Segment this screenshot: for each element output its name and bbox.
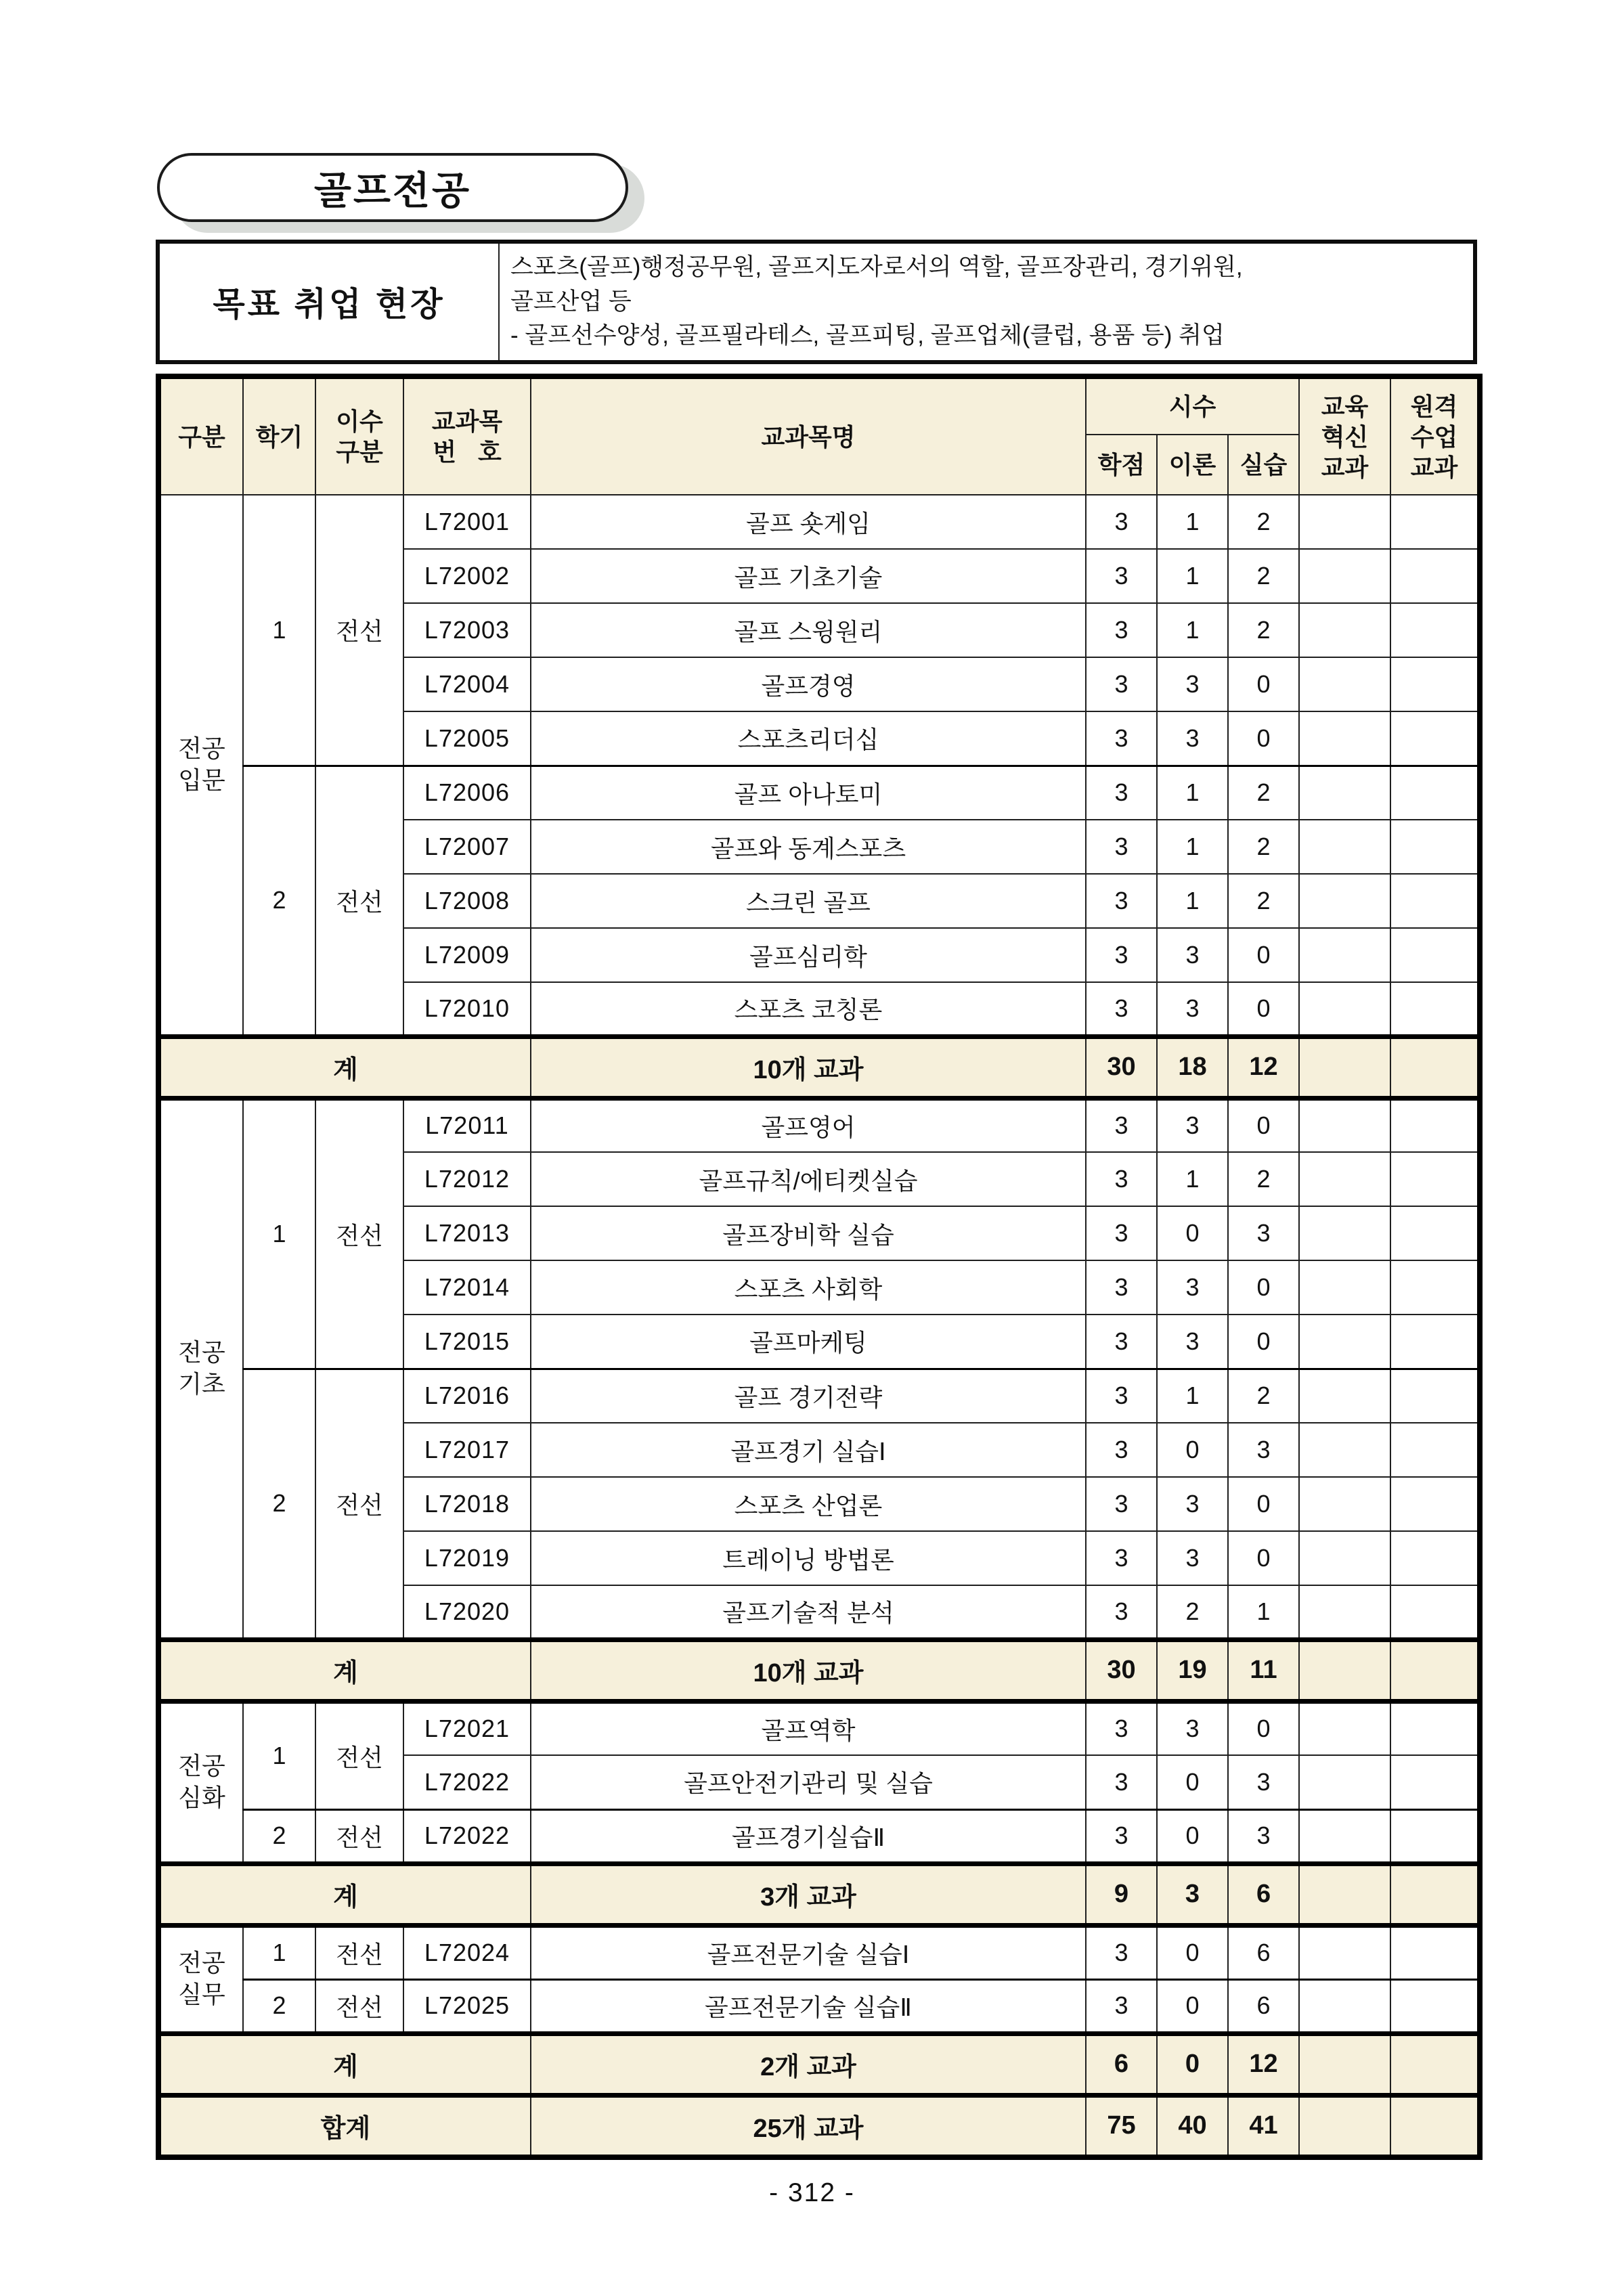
course-name: 스포츠 코칭론 — [531, 982, 1086, 1036]
remote-cell — [1390, 657, 1480, 711]
credit-value: 3 — [1086, 1585, 1157, 1639]
remote-cell — [1390, 1036, 1480, 1098]
category-line1: 전공 — [178, 1752, 225, 1780]
practice-value: 3 — [1228, 1206, 1299, 1260]
credit-value: 3 — [1086, 1477, 1157, 1531]
semester-cell: 2 — [243, 1809, 315, 1863]
course-code: L72011 — [403, 1098, 531, 1152]
course-row — [158, 1925, 1480, 1979]
practice-value: 2 — [1228, 766, 1299, 820]
theory-value: 3 — [1157, 1531, 1228, 1585]
table-header-row-1 — [158, 376, 1480, 435]
remote-cell — [1390, 928, 1480, 982]
theory-value: 1 — [1157, 1152, 1228, 1206]
goal-line-2: 골프산업 등 — [510, 288, 632, 315]
practice-value: 0 — [1228, 1260, 1299, 1315]
course-name: 스포츠 산업론 — [531, 1477, 1086, 1531]
credit-value: 3 — [1086, 1755, 1157, 1809]
innovation-cell — [1299, 1423, 1390, 1477]
remote-cell — [1390, 2095, 1480, 2157]
remote-cell — [1390, 1315, 1480, 1369]
subtotal-count: 10개 교과 — [531, 1639, 1086, 1701]
course-code: L72001 — [403, 495, 531, 549]
subtotal-label: 계 — [158, 2033, 531, 2095]
innovation-cell — [1299, 1477, 1390, 1531]
credit-value: 3 — [1086, 874, 1157, 928]
course-code: L72016 — [403, 1369, 531, 1423]
header-innovation-line2: 혁신 — [1321, 422, 1369, 451]
header-code-line1: 교과목 — [431, 407, 503, 435]
innovation-cell — [1299, 657, 1390, 711]
remote-cell — [1390, 766, 1480, 820]
remote-cell — [1390, 1152, 1480, 1206]
category-line2: 심화 — [178, 1784, 225, 1811]
course-name: 골프규칙/에티켓실습 — [531, 1152, 1086, 1206]
theory-value: 3 — [1157, 1701, 1228, 1755]
major-title-badge — [157, 153, 628, 222]
credit-value: 3 — [1086, 549, 1157, 603]
subtotal-count: 3개 교과 — [531, 1863, 1086, 1925]
theory-value: 0 — [1157, 1423, 1228, 1477]
remote-cell — [1390, 1979, 1480, 2033]
course-name: 골프 아나토미 — [531, 766, 1086, 820]
completion-cell: 전선 — [315, 495, 403, 766]
innovation-cell — [1299, 982, 1390, 1036]
theory-value: 3 — [1157, 1260, 1228, 1315]
remote-cell — [1390, 1098, 1480, 1152]
goal-line-3: - 골프선수양성, 골프필라테스, 골프피팅, 골프업체(클럽, 용품 등) 취업 — [510, 322, 1225, 349]
header-course-name: 교과목명 — [531, 376, 1086, 495]
course-name: 골프역학 — [531, 1701, 1086, 1755]
practice-value: 2 — [1228, 1369, 1299, 1423]
header-credit: 학점 — [1086, 435, 1157, 495]
subtotal-row — [158, 2033, 1480, 2095]
theory-value: 1 — [1157, 1369, 1228, 1423]
credit-value: 3 — [1086, 1979, 1157, 2033]
remote-cell — [1390, 1639, 1480, 1701]
course-code: L72007 — [403, 820, 531, 874]
course-name: 골프 기초기술 — [531, 549, 1086, 603]
remote-cell — [1390, 820, 1480, 874]
innovation-cell — [1299, 1315, 1390, 1369]
course-row — [158, 1809, 1480, 1863]
course-row — [158, 1369, 1480, 1423]
course-name: 스포츠리더십 — [531, 711, 1086, 766]
remote-cell — [1390, 1585, 1480, 1639]
credit-value: 3 — [1086, 1206, 1157, 1260]
remote-cell — [1390, 1206, 1480, 1260]
course-code: L72006 — [403, 766, 531, 820]
remote-cell — [1390, 1809, 1480, 1863]
credit-value: 3 — [1086, 820, 1157, 874]
header-remote — [1390, 376, 1480, 495]
innovation-cell — [1299, 2095, 1390, 2157]
category-cell — [158, 1925, 243, 2033]
header-semester: 학기 — [243, 376, 315, 495]
theory-value: 0 — [1157, 1809, 1228, 1863]
header-course-code — [403, 376, 531, 495]
subtotal-label: 계 — [158, 1863, 531, 1925]
completion-cell: 전선 — [315, 1098, 403, 1369]
remote-cell — [1390, 874, 1480, 928]
course-name: 스포츠 사회학 — [531, 1260, 1086, 1315]
curriculum-table — [156, 374, 1483, 2160]
goal-line-1: 스포츠(골프)행정공무원, 골프지도자로서의 역할, 골프장관리, 경기위원, — [510, 254, 1243, 281]
credit-value: 3 — [1086, 1152, 1157, 1206]
course-code: L72014 — [403, 1260, 531, 1315]
innovation-cell — [1299, 1755, 1390, 1809]
remote-cell — [1390, 1755, 1480, 1809]
course-name: 골프 숏게임 — [531, 495, 1086, 549]
theory-value: 1 — [1157, 495, 1228, 549]
header-code-line2: 번 호 — [433, 438, 502, 466]
practice-value: 3 — [1228, 1755, 1299, 1809]
remote-cell — [1390, 1863, 1480, 1925]
goal-employment-box — [156, 240, 1477, 364]
innovation-cell — [1299, 603, 1390, 657]
innovation-cell — [1299, 928, 1390, 982]
completion-cell: 전선 — [315, 766, 403, 1036]
grand-total-count: 25개 교과 — [531, 2095, 1086, 2157]
practice-value: 1 — [1228, 1585, 1299, 1639]
category-cell — [158, 1098, 243, 1639]
course-name: 골프전문기술 실습Ⅰ — [531, 1925, 1086, 1979]
theory-value: 0 — [1157, 1979, 1228, 2033]
subtotal-row — [158, 1863, 1480, 1925]
course-code: L72018 — [403, 1477, 531, 1531]
credit-value: 3 — [1086, 1925, 1157, 1979]
page-number: - 312 - — [769, 2178, 855, 2207]
practice-value: 0 — [1228, 711, 1299, 766]
practice-value: 0 — [1228, 982, 1299, 1036]
goal-box-label: 목표 취업 현장 — [160, 244, 500, 360]
theory-value: 1 — [1157, 766, 1228, 820]
course-name: 골프기술적 분석 — [531, 1585, 1086, 1639]
course-code: L72017 — [403, 1423, 531, 1477]
subtotal-theory: 0 — [1157, 2033, 1228, 2095]
course-code: L72024 — [403, 1925, 531, 1979]
theory-value: 0 — [1157, 1206, 1228, 1260]
subtotal-practice: 12 — [1228, 1036, 1299, 1098]
subtotal-theory: 19 — [1157, 1639, 1228, 1701]
innovation-cell — [1299, 820, 1390, 874]
course-row — [158, 495, 1480, 549]
course-row — [158, 1979, 1480, 2033]
credit-value: 3 — [1086, 1315, 1157, 1369]
theory-value: 3 — [1157, 1315, 1228, 1369]
goal-box-description — [500, 244, 1473, 360]
course-code: L72003 — [403, 603, 531, 657]
category-line2: 입문 — [178, 766, 225, 794]
remote-cell — [1390, 603, 1480, 657]
practice-value: 0 — [1228, 1477, 1299, 1531]
practice-value: 2 — [1228, 1152, 1299, 1206]
header-completion — [315, 376, 403, 495]
semester-cell: 1 — [243, 1925, 315, 1979]
practice-value: 2 — [1228, 549, 1299, 603]
remote-cell — [1390, 1369, 1480, 1423]
credit-value: 3 — [1086, 1531, 1157, 1585]
subtotal-credit: 30 — [1086, 1639, 1157, 1701]
course-name: 골프장비학 실습 — [531, 1206, 1086, 1260]
credit-value: 3 — [1086, 1423, 1157, 1477]
course-code: L72020 — [403, 1585, 531, 1639]
header-completion-line2: 구분 — [336, 438, 383, 466]
course-name: 골프전문기술 실습Ⅱ — [531, 1979, 1086, 2033]
practice-value: 0 — [1228, 1098, 1299, 1152]
remote-cell — [1390, 1423, 1480, 1477]
practice-value: 0 — [1228, 928, 1299, 982]
remote-cell — [1390, 982, 1480, 1036]
innovation-cell — [1299, 1152, 1390, 1206]
practice-value: 2 — [1228, 874, 1299, 928]
remote-cell — [1390, 495, 1480, 549]
completion-cell: 전선 — [315, 1925, 403, 1979]
subtotal-credit: 30 — [1086, 1036, 1157, 1098]
innovation-cell — [1299, 1036, 1390, 1098]
subtotal-practice: 11 — [1228, 1639, 1299, 1701]
header-remote-line3: 교과 — [1410, 453, 1458, 481]
completion-cell: 전선 — [315, 1701, 403, 1809]
course-code: L72015 — [403, 1315, 531, 1369]
practice-value: 2 — [1228, 495, 1299, 549]
practice-value: 6 — [1228, 1979, 1299, 2033]
practice-value: 0 — [1228, 1701, 1299, 1755]
course-code: L72025 — [403, 1979, 531, 2033]
subtotal-theory: 3 — [1157, 1863, 1228, 1925]
header-remote-line2: 수업 — [1410, 422, 1458, 451]
header-innovation-line1: 교육 — [1321, 392, 1369, 420]
course-name: 골프심리학 — [531, 928, 1086, 982]
header-category: 구분 — [158, 376, 243, 495]
credit-value: 3 — [1086, 1098, 1157, 1152]
category-cell — [158, 495, 243, 1036]
innovation-cell — [1299, 1925, 1390, 1979]
theory-value: 3 — [1157, 657, 1228, 711]
theory-value: 3 — [1157, 711, 1228, 766]
course-row — [158, 766, 1480, 820]
credit-value: 3 — [1086, 603, 1157, 657]
category-line2: 기초 — [178, 1370, 225, 1398]
grand-total-label: 합계 — [158, 2095, 531, 2157]
theory-value: 2 — [1157, 1585, 1228, 1639]
innovation-cell — [1299, 1863, 1390, 1925]
credit-value: 3 — [1086, 1701, 1157, 1755]
course-name: 스크린 골프 — [531, 874, 1086, 928]
innovation-cell — [1299, 1979, 1390, 2033]
credit-value: 3 — [1086, 982, 1157, 1036]
header-innovation-line3: 교과 — [1321, 453, 1369, 481]
theory-value: 3 — [1157, 1477, 1228, 1531]
theory-value: 3 — [1157, 928, 1228, 982]
theory-value: 3 — [1157, 1098, 1228, 1152]
remote-cell — [1390, 1925, 1480, 1979]
credit-value: 3 — [1086, 657, 1157, 711]
innovation-cell — [1299, 1531, 1390, 1585]
grand-total-practice: 41 — [1228, 2095, 1299, 2157]
innovation-cell — [1299, 1206, 1390, 1260]
completion-cell: 전선 — [315, 1809, 403, 1863]
header-theory: 이론 — [1157, 435, 1228, 495]
subtotal-count: 10개 교과 — [531, 1036, 1086, 1098]
innovation-cell — [1299, 1809, 1390, 1863]
innovation-cell — [1299, 1260, 1390, 1315]
subtotal-label: 계 — [158, 1639, 531, 1701]
course-code: L72008 — [403, 874, 531, 928]
completion-cell: 전선 — [315, 1369, 403, 1639]
subtotal-practice: 6 — [1228, 1863, 1299, 1925]
credit-value: 3 — [1086, 1809, 1157, 1863]
remote-cell — [1390, 711, 1480, 766]
practice-value: 0 — [1228, 1315, 1299, 1369]
grand-total-row — [158, 2095, 1480, 2157]
course-row — [158, 1701, 1480, 1755]
course-code: L72022 — [403, 1809, 531, 1863]
course-name: 골프영어 — [531, 1098, 1086, 1152]
semester-cell: 2 — [243, 1369, 315, 1639]
innovation-cell — [1299, 549, 1390, 603]
subtotal-credit: 9 — [1086, 1863, 1157, 1925]
innovation-cell — [1299, 1701, 1390, 1755]
practice-value: 6 — [1228, 1925, 1299, 1979]
course-name: 골프경기 실습Ⅰ — [531, 1423, 1086, 1477]
course-name: 골프 스윙원리 — [531, 603, 1086, 657]
innovation-cell — [1299, 2033, 1390, 2095]
course-code: L72019 — [403, 1531, 531, 1585]
course-code: L72010 — [403, 982, 531, 1036]
course-code: L72013 — [403, 1206, 531, 1260]
header-practice: 실습 — [1228, 435, 1299, 495]
subtotal-count: 2개 교과 — [531, 2033, 1086, 2095]
theory-value: 0 — [1157, 1755, 1228, 1809]
subtotal-row — [158, 1036, 1480, 1098]
remote-cell — [1390, 1701, 1480, 1755]
course-name: 골프경영 — [531, 657, 1086, 711]
practice-value: 3 — [1228, 1423, 1299, 1477]
course-code: L72022 — [403, 1755, 531, 1809]
subtotal-label: 계 — [158, 1036, 531, 1098]
remote-cell — [1390, 2033, 1480, 2095]
grand-total-theory: 40 — [1157, 2095, 1228, 2157]
grand-total-credit: 75 — [1086, 2095, 1157, 2157]
credit-value: 3 — [1086, 1369, 1157, 1423]
header-innovation — [1299, 376, 1390, 495]
practice-value: 0 — [1228, 1531, 1299, 1585]
innovation-cell — [1299, 1585, 1390, 1639]
practice-value: 0 — [1228, 657, 1299, 711]
header-hours: 시수 — [1086, 376, 1299, 435]
course-code: L72002 — [403, 549, 531, 603]
innovation-cell — [1299, 1639, 1390, 1701]
remote-cell — [1390, 549, 1480, 603]
semester-cell: 1 — [243, 1701, 315, 1809]
theory-value: 3 — [1157, 982, 1228, 1036]
theory-value: 1 — [1157, 820, 1228, 874]
course-name: 트레이닝 방법론 — [531, 1531, 1086, 1585]
practice-value: 2 — [1228, 603, 1299, 657]
credit-value: 3 — [1086, 1260, 1157, 1315]
course-code: L72012 — [403, 1152, 531, 1206]
remote-cell — [1390, 1260, 1480, 1315]
course-name: 골프안전기관리 및 실습 — [531, 1755, 1086, 1809]
theory-value: 1 — [1157, 603, 1228, 657]
header-remote-line1: 원격 — [1410, 392, 1458, 420]
subtotal-theory: 18 — [1157, 1036, 1228, 1098]
credit-value: 3 — [1086, 711, 1157, 766]
theory-value: 1 — [1157, 874, 1228, 928]
credit-value: 3 — [1086, 766, 1157, 820]
category-line1: 전공 — [178, 734, 225, 762]
completion-cell: 전선 — [315, 1979, 403, 2033]
category-line1: 전공 — [178, 1338, 225, 1367]
innovation-cell — [1299, 495, 1390, 549]
theory-value: 0 — [1157, 1925, 1228, 1979]
innovation-cell — [1299, 874, 1390, 928]
innovation-cell — [1299, 766, 1390, 820]
theory-value: 1 — [1157, 549, 1228, 603]
course-name: 골프와 동계스포츠 — [531, 820, 1086, 874]
practice-value: 3 — [1228, 1809, 1299, 1863]
credit-value: 3 — [1086, 495, 1157, 549]
category-cell — [158, 1701, 243, 1863]
subtotal-practice: 12 — [1228, 2033, 1299, 2095]
subtotal-credit: 6 — [1086, 2033, 1157, 2095]
semester-cell: 2 — [243, 1979, 315, 2033]
category-line2: 실무 — [178, 1981, 225, 2008]
remote-cell — [1390, 1531, 1480, 1585]
course-code: L72004 — [403, 657, 531, 711]
header-completion-line1: 이수 — [336, 407, 383, 435]
course-name: 골프경기실습Ⅱ — [531, 1809, 1086, 1863]
course-name: 골프마케팅 — [531, 1315, 1086, 1369]
course-row — [158, 1098, 1480, 1152]
innovation-cell — [1299, 1098, 1390, 1152]
semester-cell: 1 — [243, 495, 315, 766]
course-code: L72005 — [403, 711, 531, 766]
remote-cell — [1390, 1477, 1480, 1531]
innovation-cell — [1299, 711, 1390, 766]
category-line1: 전공 — [178, 1949, 225, 1977]
innovation-cell — [1299, 1369, 1390, 1423]
semester-cell: 1 — [243, 1098, 315, 1369]
subtotal-row — [158, 1639, 1480, 1701]
course-code: L72021 — [403, 1701, 531, 1755]
major-title: 골프전공 — [313, 169, 472, 213]
course-code: L72009 — [403, 928, 531, 982]
course-name: 골프 경기전략 — [531, 1369, 1086, 1423]
semester-cell: 2 — [243, 766, 315, 1036]
credit-value: 3 — [1086, 928, 1157, 982]
practice-value: 2 — [1228, 820, 1299, 874]
